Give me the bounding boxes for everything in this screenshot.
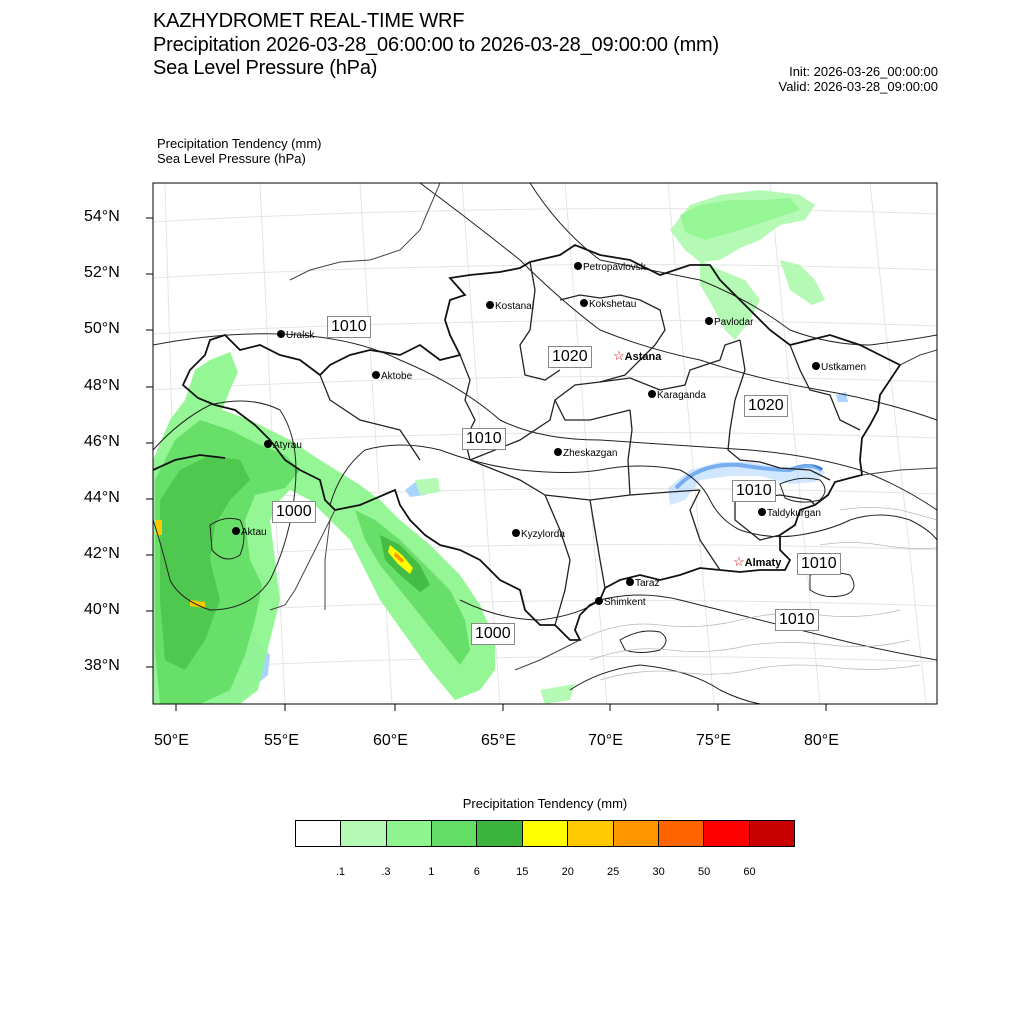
isobar-label: 1010 <box>732 480 776 502</box>
city-dot-icon <box>372 371 380 379</box>
city-dot-icon <box>705 317 713 325</box>
isobar-label: 1010 <box>462 428 506 450</box>
colorbar-swatch <box>567 821 612 846</box>
city-marker <box>372 366 412 384</box>
lon-tick-label: 75°E <box>696 732 731 749</box>
colorbar-label: .1 <box>335 866 346 878</box>
city-dot-icon <box>580 299 588 307</box>
lat-tick-label: 38°N <box>84 657 120 674</box>
city-label: Karaganda <box>657 390 706 401</box>
valid-time: Valid: 2026-03-28_09:00:00 <box>778 79 938 94</box>
city-label: Uralsk <box>286 330 315 341</box>
city-marker <box>626 573 659 591</box>
lat-tick-label: 42°N <box>84 545 120 562</box>
colorbar-swatch <box>749 821 794 846</box>
city-marker <box>595 592 646 610</box>
city-marker <box>705 312 753 330</box>
field-label-slp: Sea Level Pressure (hPa) <box>157 151 306 166</box>
city-marker <box>277 325 314 343</box>
city-label: Kyzylorda <box>521 529 565 540</box>
city-marker <box>648 385 706 403</box>
city-marker <box>512 524 565 542</box>
city-dot-icon <box>232 527 240 535</box>
lat-tick-label: 52°N <box>84 264 120 281</box>
city-label: Petropavlovsk <box>583 262 646 273</box>
city-dot-icon <box>648 390 656 398</box>
city-label: Aktau <box>241 527 267 538</box>
isobar-label: 1020 <box>548 346 592 368</box>
star-icon: ☆ <box>613 348 625 363</box>
city-marker <box>486 296 534 314</box>
lat-tick-label: 40°N <box>84 601 120 618</box>
colorbar-label: 25 <box>607 866 620 878</box>
title-line-1: KAZHYDROMET REAL-TIME WRF <box>153 10 465 32</box>
city-label: Kokshetau <box>589 299 637 310</box>
colorbar-label: 15 <box>516 866 529 878</box>
city-dot-icon <box>626 578 634 586</box>
colorbar-swatch <box>613 821 658 846</box>
lon-tick-label: 80°E <box>804 732 839 749</box>
lon-tick-label: 65°E <box>481 732 516 749</box>
isobar-label: 1000 <box>272 501 316 523</box>
colorbar-label: 20 <box>561 866 574 878</box>
city-label: Kostanai <box>495 301 534 312</box>
colorbar-label: 6 <box>473 866 480 878</box>
colorbar-swatch <box>658 821 703 846</box>
city-dot-icon <box>595 597 603 605</box>
city-marker <box>264 435 302 453</box>
city-marker <box>758 503 821 521</box>
city-label: Zheskazgan <box>563 448 618 459</box>
city-label: Shimkent <box>604 597 646 608</box>
lat-tick-label: 48°N <box>84 377 120 394</box>
colorbar <box>295 820 795 847</box>
city-dot-icon <box>812 362 820 370</box>
lat-tick-label: 44°N <box>84 489 120 506</box>
colorbar-label: 50 <box>697 866 711 878</box>
colorbar-swatch <box>296 821 340 846</box>
colorbar-swatch <box>340 821 385 846</box>
star-icon: ☆ <box>733 554 745 569</box>
title-line-3: Sea Level Pressure (hPa) <box>153 57 378 79</box>
lon-tick-label: 50°E <box>154 732 189 749</box>
city-dot-icon <box>277 330 285 338</box>
lat-tick-label: 50°N <box>84 320 120 337</box>
city-marker <box>554 443 617 461</box>
city-marker <box>232 522 267 540</box>
city-label: Taldykurgan <box>767 508 821 519</box>
city-dot-icon <box>758 508 766 516</box>
city-marker-capital <box>733 553 781 571</box>
colorbar-swatch <box>522 821 567 846</box>
city-marker <box>574 257 646 275</box>
colorbar-swatch <box>431 821 476 846</box>
city-dot-icon <box>574 262 582 270</box>
isobar-label: 1010 <box>797 553 841 575</box>
lon-tick-label: 55°E <box>264 732 299 749</box>
colorbar-label: 1 <box>428 866 435 878</box>
city-dot-icon <box>486 301 494 309</box>
city-dot-icon <box>512 529 520 537</box>
isobar-label: 1000 <box>471 623 515 645</box>
city-label: Aktobe <box>381 371 413 382</box>
colorbar-label: 30 <box>652 866 665 878</box>
city-label: Pavlodar <box>714 317 754 328</box>
city-marker <box>580 294 636 312</box>
colorbar-swatch <box>703 821 748 846</box>
city-label: Ustkamen <box>821 362 867 373</box>
isobar-label: 1010 <box>327 316 371 338</box>
lon-tick-label: 60°E <box>373 732 408 749</box>
lat-tick-label: 54°N <box>84 208 120 225</box>
isobar-label: 1020 <box>744 395 788 417</box>
city-marker <box>812 357 866 375</box>
colorbar-swatch <box>386 821 431 846</box>
colorbar-swatch <box>476 821 521 846</box>
city-label: Taraz <box>635 578 660 589</box>
city-label: Almaty <box>744 557 782 569</box>
colorbar-label: .3 <box>381 866 391 878</box>
lon-tick-label: 70°E <box>588 732 623 749</box>
city-label: Atyrau <box>273 440 302 451</box>
title-line-2: Precipitation 2026-03-28_06:00:00 to 2026-03-28_09:00:00 (mm) <box>153 34 719 56</box>
city-dot-icon <box>264 440 272 448</box>
field-label-precip: Precipitation Tendency (mm) <box>157 136 322 151</box>
colorbar-label: 60 <box>743 866 756 878</box>
city-dot-icon <box>554 448 562 456</box>
colorbar-labels <box>295 866 795 882</box>
isobar-label: 1010 <box>775 609 819 631</box>
colorbar-title: Precipitation Tendency (mm) <box>462 796 628 811</box>
city-label: Astana <box>624 351 662 363</box>
lat-tick-label: 46°N <box>84 433 120 450</box>
init-time: Init: 2026-03-26_00:00:00 <box>789 64 938 79</box>
city-marker-capital <box>613 347 661 365</box>
